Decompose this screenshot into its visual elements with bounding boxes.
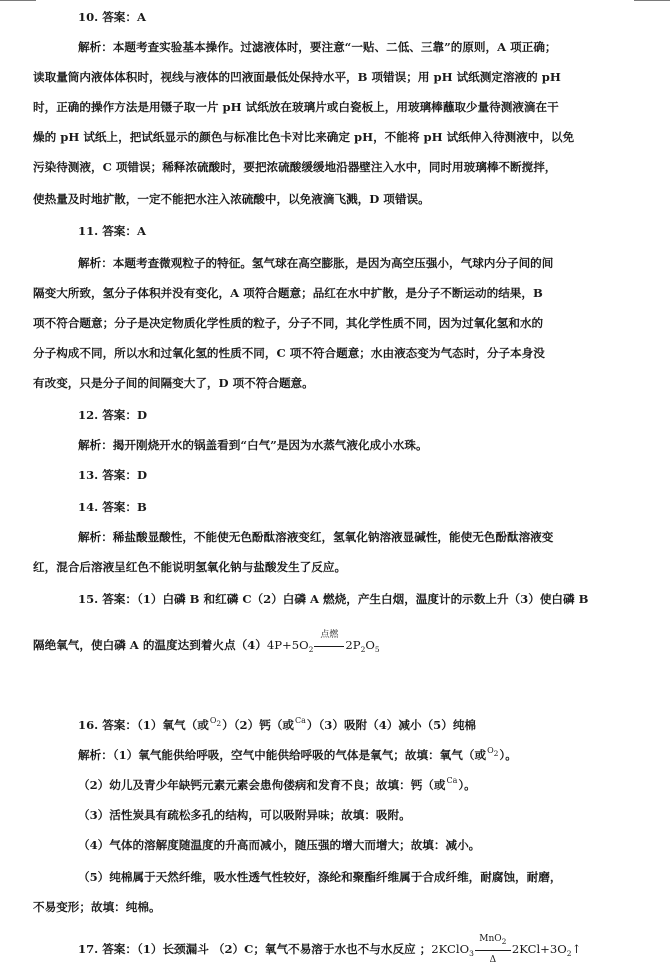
q11-analysis-line: 隔变大所致，氢分子体积并没有变化，A 项符合题意；品红在水中扩散，是分子不断运动的结果，B (33, 286, 543, 300)
q15-answer-line (33, 630, 380, 656)
q11-analysis-line: 解析：本题考查微观粒子的特征。氢气球在高空膨胀，是因为高空压强小，气球内分子间的间 (78, 256, 554, 270)
q17-answer: 17. 答案：（1）长颈漏斗 （2）C；氧气不易溶于水也不与水反应 ；2KClO$_3$ MnO$_2$ Δ $2KCl+3O_2↑$ (78, 940, 581, 960)
q16-answer: 16. 答案：（1）氧气（或$^{O2}$）（2）钙（或$^{Ca}$）（3）吸附（4）减小（5）纯棉 (78, 716, 477, 732)
q12-analysis: 解析：揭开刚烧开水的锅盖看到“白气”是因为水蒸气液化成小水珠。 (78, 438, 428, 452)
q14-analysis-line: 红，混合后溶液呈红色不能说明氢氧化钠与盐酸发生了反应。 (33, 560, 347, 574)
q10-analysis-line: 时，正确的操作方法是用镊子取一片 pH 试纸放在玻璃片或白瓷板上，用玻璃棒蘸取少量待测液滴在干 (33, 100, 559, 114)
q17-equation: 2KClO$_3$ MnO$_2$ Δ $2KCl+3O_2↑$ (431, 942, 581, 956)
q11-analysis-line: 项不符合题意；分子是决定物质化学性质的粒子，分子不同，其化学性质不同，因为过氧化氢和水的 (33, 316, 544, 330)
q16-analysis-line: （5）纯棉属于天然纤维，吸水性透气性较好，涤纶和聚酯纤维属于合成纤维，耐腐蚀，耐磨， (78, 870, 562, 884)
q11-answer: 11. 答案：A (78, 224, 146, 238)
q11-analysis-line: 分子构成不同，所以水和过氧化氢的性质不同，C 项不符合题意；水由液态变为气态时，分子本身没 (33, 346, 545, 360)
q16-analysis-line: （3）活性炭具有疏松多孔的结构，可以吸附异味；故填：吸附。 (78, 808, 411, 822)
q16-analysis-line: 不易变形；故填：纯棉。 (33, 900, 161, 914)
q15-equation: $4P+5O_2$ 点燃 $2P_2O_5$ (267, 638, 380, 652)
gas-arrow-icon: ↑ (571, 942, 582, 956)
q10-analysis-line: 读取量筒内液体体积时，视线与液体的凹液面最低处保持水平，B 项错误；用 pH 试纸测定溶液的 pH (33, 70, 561, 84)
reaction-condition: 点燃 (320, 630, 339, 640)
q10-answer: 10. 答案：A (78, 10, 146, 24)
q10-analysis-line: 燥的 pH 试纸上，把试纸显示的颜色与标准比色卡对比来确定 pH，不能将 pH 试纸伸入待测液中，以免 (33, 130, 575, 144)
q10-analysis-line: 解析：本题考查实验基本操作。过滤液体时，要注意“一贴、二低、三靠”的原则，A 项正确； (78, 40, 557, 54)
q10-analysis-line: 污染待测液，C 项错误；稀释浓硫酸时，要把浓硫酸缓缓地沿器壁注入水中，同时用玻璃棒不断搅拌， (33, 160, 557, 174)
catalyst-label: MnO$_2$ (479, 934, 507, 946)
q10-analysis-line: 使热量及时地扩散，一定不能把水注入浓硫酸中，以免液滴飞溅，D 项错误。 (33, 192, 430, 206)
heat-symbol: Δ (489, 955, 497, 965)
q11-analysis-line: 有改变，只是分子间的间隔变大了，D 项不符合题意。 (33, 376, 314, 390)
q16-analysis-line: （2）幼儿及青少年缺钙元素元素会患佝偻病和发育不良；故填：钙（或$^{Ca}$）。 (78, 776, 476, 792)
q16-analysis-line: 解析：（1）氧气能供给呼吸，空气中能供给呼吸的气体是氧气；故填：氧气（或$^{O2}$）。 (78, 746, 517, 762)
q16-analysis-line: （4）气体的溶解度随温度的升高而减小，随压强的增大而增大；故填：减小。 (78, 838, 481, 852)
q15-answer-text: 隔绝氧气，使白磷 A 的温度达到着火点（4） (33, 638, 267, 652)
q14-answer: 14. 答案：B (78, 500, 147, 514)
q13-answer: 13. 答案：D (78, 468, 148, 482)
q14-analysis-line: 解析：稀盐酸显酸性，不能使无色酚酞溶液变红，氢氧化钠溶液显碱性，能使无色酚酞溶液变 (78, 530, 554, 544)
q15-answer-line: 15. 答案：（1）白磷 B 和红磷 C（2）白磷 A 燃烧，产生白烟，温度计的示数上升（3）使白磷 B (78, 592, 589, 606)
q12-answer: 12. 答案：D (78, 408, 148, 422)
